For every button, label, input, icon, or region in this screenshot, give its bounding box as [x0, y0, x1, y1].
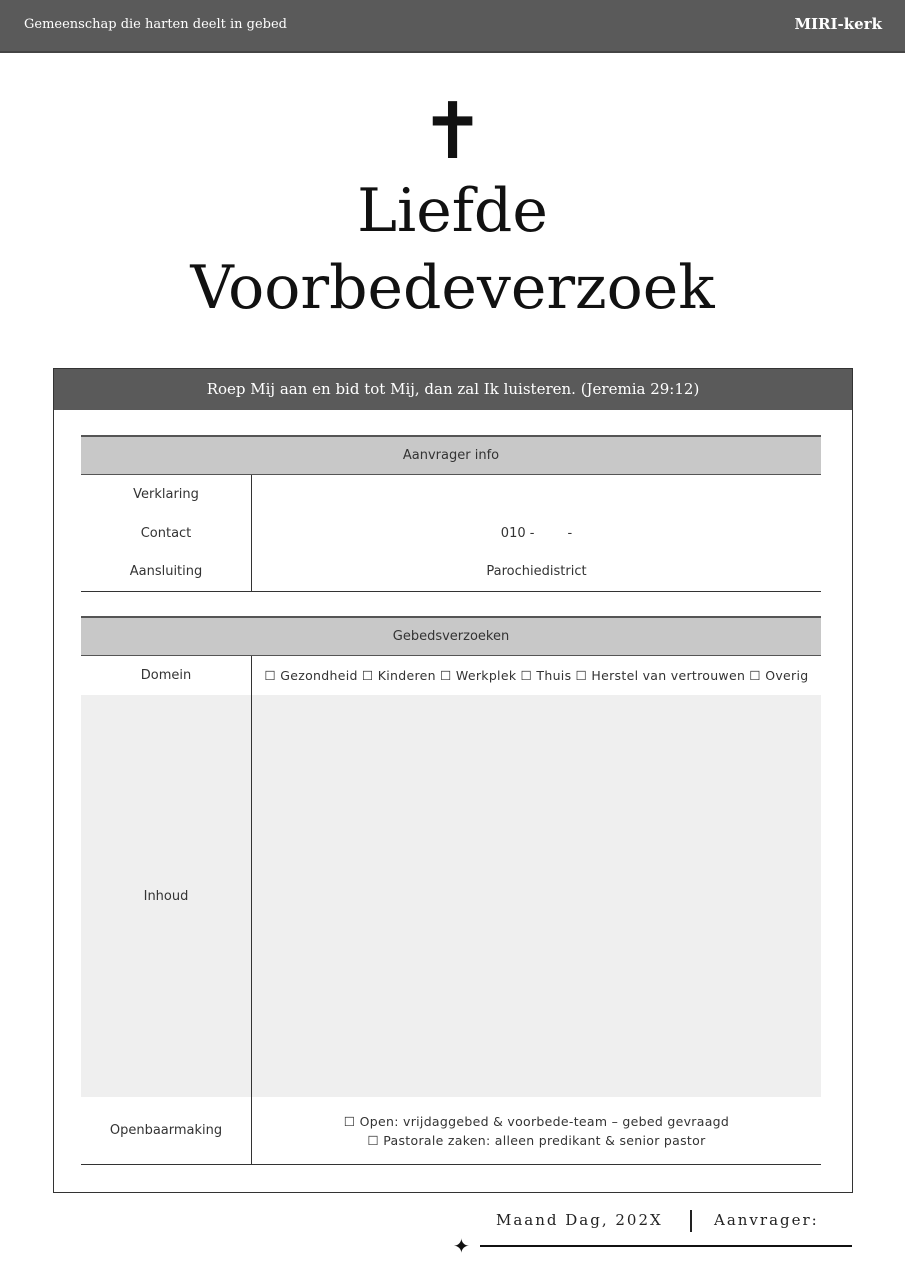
disclosure-pastoral-checkbox[interactable]: ☐ Pastorale zaken: alleen predikant & senior pastor	[367, 1132, 706, 1148]
cross-icon: ✝	[419, 87, 486, 177]
page-title-line1: Liefde	[357, 176, 548, 246]
affiliation-field[interactable]: Parochiedistrict	[486, 564, 587, 579]
table-row	[81, 514, 821, 552]
date-field: Maand Dag, 202X	[496, 1211, 663, 1229]
table-row	[81, 475, 821, 514]
contact-field[interactable]: 010 - -	[500, 525, 573, 541]
row-label: Aansluiting	[81, 552, 252, 591]
requests-table	[81, 616, 821, 1165]
requester-table	[81, 435, 821, 592]
row-label: Inhoud	[81, 695, 252, 1097]
divider	[690, 1210, 692, 1232]
row-label: Verklaring	[81, 475, 252, 514]
row-label: Openbaarmaking	[81, 1097, 252, 1164]
table-row	[81, 656, 821, 695]
requester-heading: Aanvrager info	[81, 435, 821, 475]
brand-name: MIRI-kerk	[794, 15, 882, 33]
star-icon: ✦	[453, 1234, 470, 1258]
table-row	[81, 1097, 821, 1164]
row-label: Domein	[81, 656, 252, 695]
verse-banner: Roep Mij aan en bid tot Mij, dan zal Ik luisteren. (Jeremia 29:12)	[54, 369, 852, 410]
row-label: Contact	[81, 514, 252, 552]
content-field[interactable]	[252, 695, 821, 1097]
top-bar	[0, 0, 905, 53]
disclosure-open-checkbox[interactable]: ☐ Open: vrijdaggebed & voorbede-team – gebed gevraagd	[343, 1113, 730, 1129]
signature-line	[480, 1245, 852, 1247]
requests-heading: Gebedsverzoeken	[81, 616, 821, 656]
page-title-line2: Voorbedeverzoek	[190, 253, 715, 323]
form-frame	[53, 368, 853, 1193]
domain-checkboxes[interactable]: ☐ Gezondheid ☐ Kinderen ☐ Werkplek ☐ Thuis ☐ Herstel van vertrouwen ☐ Overig	[264, 668, 809, 683]
table-row	[81, 552, 821, 591]
table-row	[81, 695, 821, 1097]
requester-signature-label: Aanvrager:	[714, 1211, 819, 1229]
tagline: Gemeenschap die harten deelt in gebed	[24, 17, 287, 32]
